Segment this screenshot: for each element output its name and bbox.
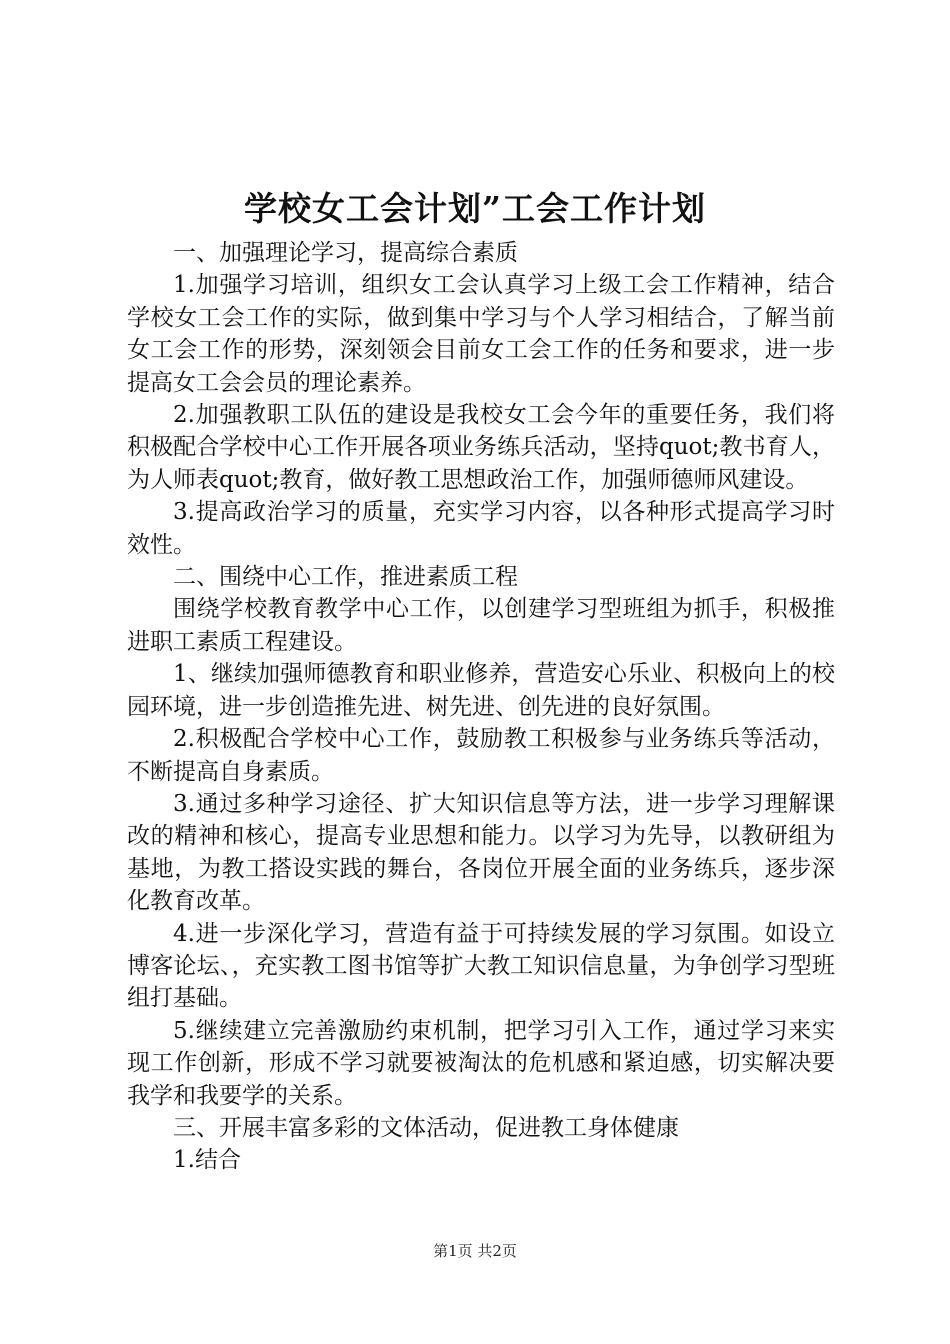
- section-heading-1: 一、加强理论学习，提高综合素质: [173, 240, 518, 266]
- paragraph: 5.继续建立完善激励约束机制，把学习引入工作，通过学习来实现工作创新，形成不学习就要被淘汰的危机感和紧迫感，切实解决要我学和我要学的关系。: [127, 1017, 835, 1109]
- paragraph: 3.通过多种学习途径、扩大知识信息等方法，进一步学习理解课改的精神和核心，提高专业思想和能力。以学习为先导，以教研组为基地，为教工搭设实践的舞台，各岗位开展全面的业务练兵，逐步深化教育改革。: [127, 790, 835, 915]
- paragraph: 1.结合: [173, 1147, 241, 1174]
- paragraph: 1、继续加强师德教育和职业修养，营造安心乐业、积极向上的校园环境，进一步创造推先进、树先进、创先进的良好氛围。: [127, 661, 835, 720]
- paragraph: 4.进一步深化学习，营造有益于可持续发展的学习氛围。如设立博客论坛、，充实教工图书馆等扩大教工知识信息量，为争创学习型班组打基础。: [127, 920, 835, 1012]
- paragraph: 围绕学校教育教学中心工作，以创建学习型班组为抓手，积极推进职工素质工程建设。: [127, 596, 835, 655]
- section-heading-3: 三、开展丰富多彩的文体活动，促进教工身体健康: [173, 1114, 679, 1141]
- page-number-footer: 第1页 共2页: [433, 1242, 517, 1260]
- document-body: [127, 237, 835, 1177]
- section-heading-2: 二、围绕中心工作，推进素质工程: [173, 564, 518, 591]
- paragraph: 1.加强学习培训，组织女工会认真学习上级工会工作精神，结合学校女工会工作的实际，做到集中学习与个人学习相结合，了解当前女工会工作的形势，深刻领会目前女工会工作的任务和要求，进一步提高女工会会员的理论素养。: [127, 272, 835, 396]
- paragraph: 2.积极配合学校中心工作，鼓励教工积极参与业务练兵等活动，不断提高自身素质。: [127, 726, 835, 785]
- paragraph: 2.加强教职工队伍的建设是我校女工会今年的重要任务，我们将积极配合学校中心工作开展各项业务练兵活动，坚持quot;教书育人，为人师表quot;教育，做好教工思想政治工作，加强师德师风建设。: [127, 402, 835, 493]
- document-title: 学校女工会计划”工会工作计划: [244, 189, 706, 228]
- paragraph: 3.提高政治学习的质量，充实学习内容，以各种形式提高学习时效性。: [127, 499, 835, 558]
